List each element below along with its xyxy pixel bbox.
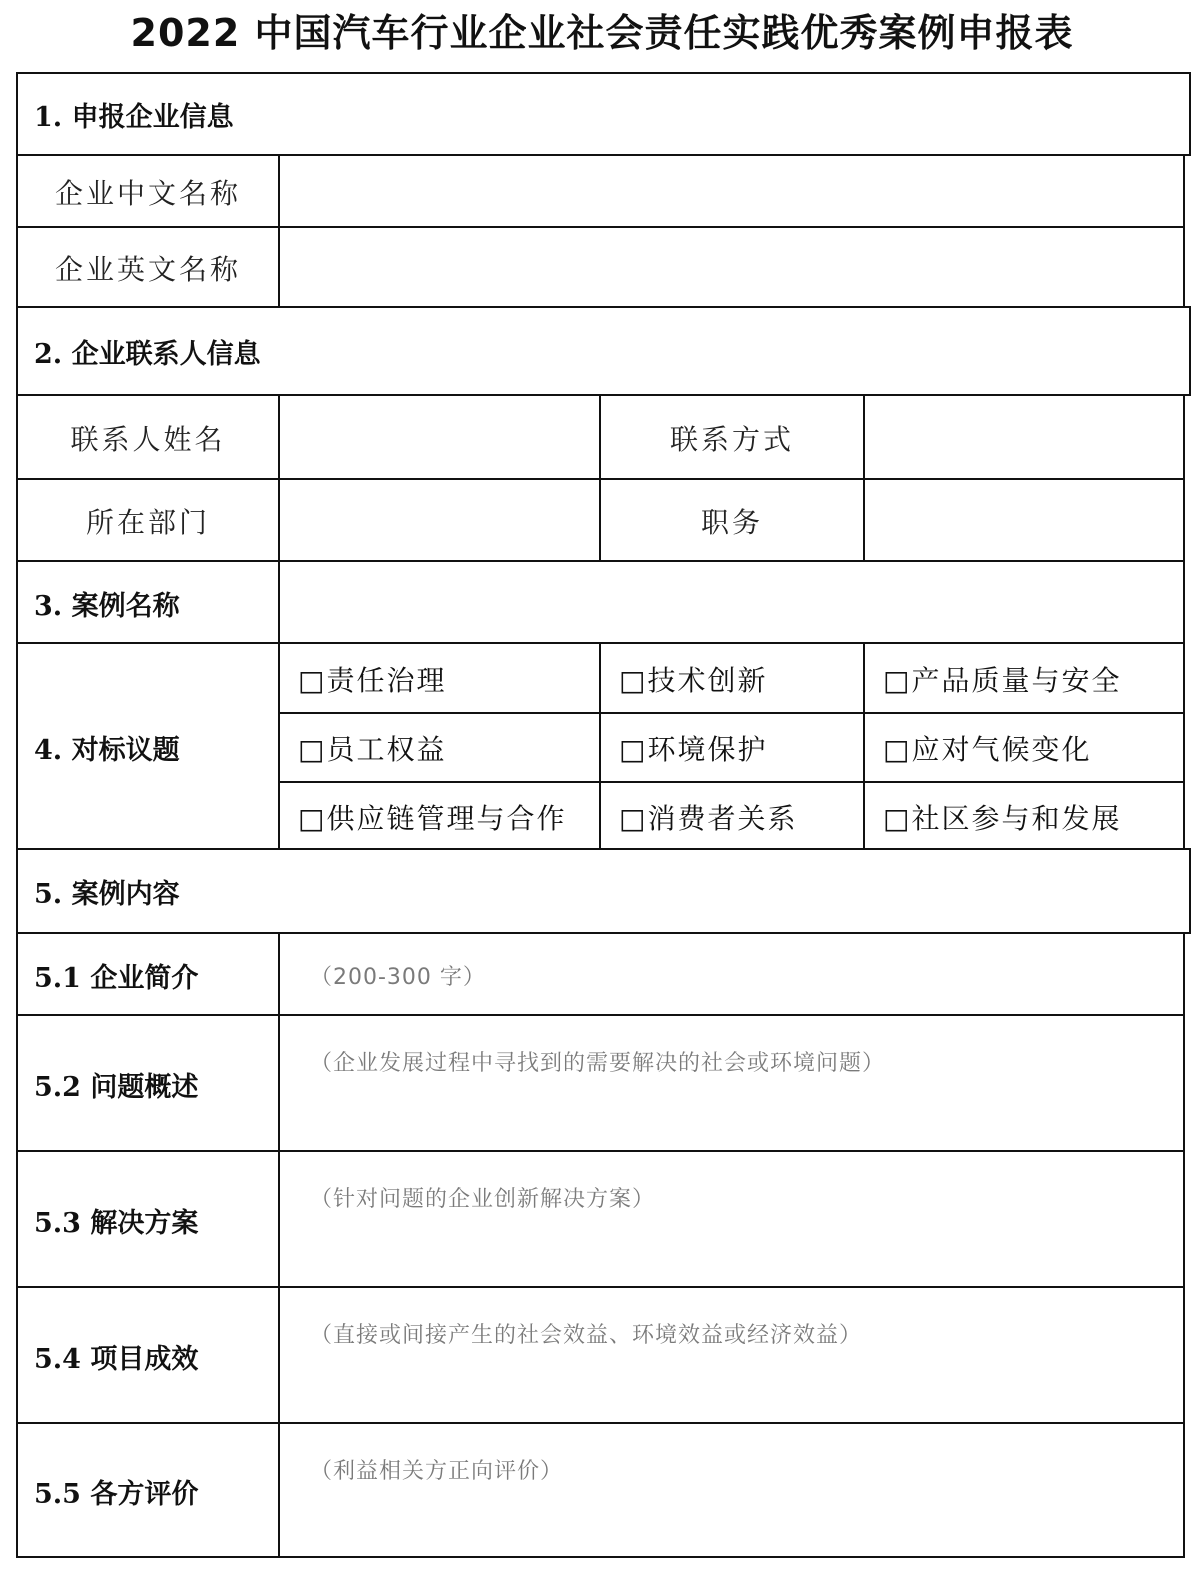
topic-checkbox-consumer[interactable]: □消费者关系 bbox=[619, 801, 798, 835]
section-2-header bbox=[16, 306, 1191, 396]
section-4-title: 4. 对标议题 bbox=[18, 644, 280, 850]
content-label-5-4: 5.4 项目成效 bbox=[18, 1288, 280, 1424]
section-1-header bbox=[16, 72, 1191, 156]
company-en-name-label: 企业英文名称 bbox=[18, 228, 280, 308]
position-label: 职务 bbox=[601, 480, 865, 562]
contact-name-field[interactable] bbox=[280, 396, 601, 480]
department-label: 所在部门 bbox=[18, 480, 280, 562]
content-label-5-2: 5.2 问题概述 bbox=[18, 1016, 280, 1152]
section-1-title: 1. 申报企业信息 bbox=[34, 101, 234, 133]
content-field-5-3[interactable]: （针对问题的企业创新解决方案） bbox=[310, 1187, 656, 1212]
company-cn-name-label: 企业中文名称 bbox=[18, 156, 280, 228]
topic-checkbox-climate[interactable]: □应对气候变化 bbox=[883, 732, 1092, 766]
content-label-5-3: 5.3 解决方案 bbox=[18, 1152, 280, 1288]
case-name-field[interactable] bbox=[280, 562, 1185, 644]
content-field-5-4[interactable]: （直接或间接产生的社会效益、环境效益或经济效益） bbox=[310, 1323, 863, 1348]
contact-method-field[interactable] bbox=[865, 396, 1185, 480]
topic-checkbox-tech-innovation[interactable]: □技术创新 bbox=[619, 664, 768, 697]
company-cn-name-field[interactable] bbox=[280, 156, 1185, 228]
topic-checkbox-environment[interactable]: □环境保护 bbox=[619, 732, 768, 766]
section-2-title: 2. 企业联系人信息 bbox=[34, 338, 261, 370]
content-field-5-2[interactable]: （企业发展过程中寻找到的需要解决的社会或环境问题） bbox=[310, 1051, 886, 1076]
department-field[interactable] bbox=[280, 480, 601, 562]
topic-checkbox-product-quality[interactable]: □产品质量与安全 bbox=[883, 664, 1122, 697]
contact-table bbox=[16, 394, 1185, 850]
contact-name-label: 联系人姓名 bbox=[18, 396, 280, 480]
topic-checkbox-governance[interactable]: □责任治理 bbox=[298, 664, 447, 697]
section-5-title: 5. 案例内容 bbox=[34, 878, 180, 910]
section-3-title: 3. 案例名称 bbox=[18, 562, 280, 644]
contact-method-label: 联系方式 bbox=[601, 396, 865, 480]
topic-checkbox-community[interactable]: □社区参与和发展 bbox=[883, 801, 1122, 835]
company-info-table bbox=[16, 154, 1185, 308]
form-title: 2022 中国汽车行业企业社会责任实践优秀案例申报表 bbox=[130, 11, 1074, 55]
content-field-5-1[interactable]: （200-300 字） bbox=[310, 964, 486, 990]
topic-checkbox-employee-rights[interactable]: □员工权益 bbox=[298, 732, 447, 766]
section-5-header bbox=[16, 848, 1191, 934]
topic-checkbox-supply-chain[interactable]: □供应链管理与合作 bbox=[298, 801, 567, 835]
company-en-name-field[interactable] bbox=[280, 228, 1185, 308]
content-label-5-5: 5.5 各方评价 bbox=[18, 1424, 280, 1558]
position-field[interactable] bbox=[865, 480, 1185, 562]
content-label-5-1: 5.1 企业简介 bbox=[18, 934, 280, 1016]
content-table bbox=[16, 932, 1185, 1558]
content-field-5-5[interactable]: （利益相关方正向评价） bbox=[310, 1459, 564, 1484]
